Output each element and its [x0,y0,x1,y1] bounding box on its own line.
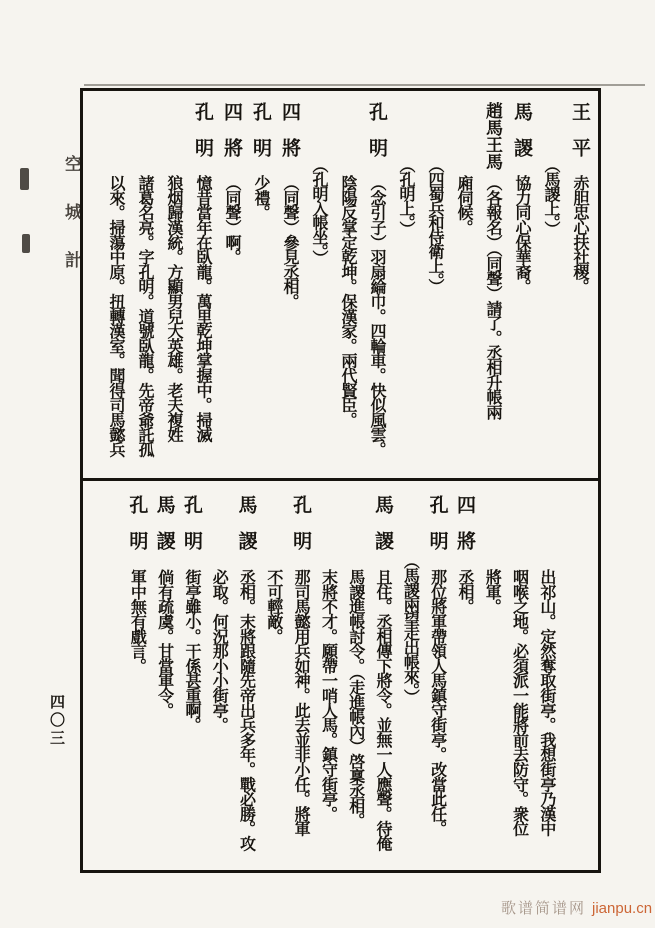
dialogue-column [478,481,505,870]
dialogue-text: 將軍。 [483,569,501,614]
dialogue-text: 咽喉之地。必須派一能將前去防守。衆位 [510,569,528,836]
dialogue-text: 且住。丞相傳下將令。並無一人應聲。待俺 [374,569,392,851]
dialogue-column [178,481,205,870]
dialogue-column [287,481,314,870]
speaker-label: 四將 [279,102,300,174]
speaker-label: 王平 [569,102,590,174]
speaker-label: 孔明 [192,102,213,174]
script-section-top [83,91,598,478]
text-frame-border [80,88,601,873]
dialogue-column [505,481,532,870]
dialogue-text: 不可輕敵。 [264,569,282,644]
dialogue-column [342,481,369,870]
dialogue-column [188,91,217,478]
page-edge-scan-line [84,84,645,86]
dialogue-column [217,91,246,478]
dialogue-text: 末將不才。願帶一哨人馬。鎮守街亭。 [319,569,337,821]
speaker-label: 趙馬王馬 [483,102,502,170]
dialogue-column [314,481,341,870]
watermark-site-url: jianpu.cn [592,900,653,917]
dialogue-column [449,91,478,478]
margin-title: 空城計 [62,155,81,299]
scan-artifact [20,168,29,190]
scan-artifact [22,234,30,253]
watermark [501,897,652,918]
dialogue-column [159,91,188,478]
speaker-label: 馬謖 [235,495,257,567]
dialogue-text: 那位將軍帶領人馬鎮守街亭。改當此任。 [428,569,446,836]
speaker-label: 孔明 [290,495,312,567]
dialogue-text: 赤胆忠心扶社稷。 [571,175,588,294]
dialogue-text: 憶昔當年在臥龍。萬里乾坤掌握中。掃滅 [194,175,211,442]
speaker-label: 孔明 [126,495,148,567]
dialogue-text: 以來。掃蕩中原。扭轉漢室。聞得司馬懿兵 [107,175,124,457]
dialogue-column [533,481,560,870]
dialogue-column [205,481,232,870]
dialogue-column [451,481,478,870]
dialogue-column [151,481,178,870]
speaker-label: 馬謖 [511,102,532,174]
stage-direction-text: （馬謖兩望走出帳來。） [401,553,419,704]
dialogue-text: 協力同心保華裔。 [513,175,530,294]
dialogue-column [478,91,507,478]
dialogue-text: 廂伺候。 [455,175,472,235]
dialogue-text: 陰陽反掌定乾坤。保漢家。兩代賢臣。 [339,175,356,427]
dialogue-text: 丞相。 [455,569,473,614]
dialogue-text: 那司馬懿用兵如神。此去並非小任。將軍 [292,569,310,836]
dialogue-text: 馬謖進帳討令。（走進帳內）啓稟丞相。 [346,569,364,828]
dialogue-text: 狼烟歸漢統。方顯男兒大英雄。老夫複姓 [165,175,182,442]
stage-direction-column [420,91,449,478]
dialogue-text: 必取。何況那小小街亭。 [210,569,228,732]
dialogue-text: （同聲）啊。 [223,175,240,264]
dialogue-column [565,91,594,478]
stage-direction-column [304,91,333,478]
speaker-label: 孔明 [426,495,448,567]
speaker-label: 孔明 [366,102,387,174]
dialogue-text: 出祁山。定然奪取街亭。我想街亭乃漢中 [537,569,555,836]
stage-direction-text: （孔明入帳坐。） [310,157,327,265]
speaker-label: 馬謖 [153,495,175,567]
page-number: 四〇三 [48,694,64,748]
dialogue-text: 街亭雖小。干係甚重啊。 [182,569,200,732]
stage-direction-text: （四蜀兵和侍衛上。） [426,157,443,294]
dialogue-column [123,481,150,870]
dialogue-column [507,91,536,478]
dialogue-text: 軍中無有戲言。 [128,569,146,673]
speaker-label: 四將 [221,102,242,174]
dialogue-text: 丞相。末將跟隨先帝出兵多年。戰必勝。攻 [237,569,255,851]
dialogue-text: 倘有疏虞。甘當軍令。 [155,569,173,718]
dialogue-column [369,481,396,870]
dialogue-text: 諸葛名亮。字孔明。道號臥龍。先帝爺託孤 [136,175,153,457]
dialogue-column [333,91,362,478]
dialogue-column [101,91,130,478]
speaker-label: 孔明 [180,495,202,567]
stage-direction-text: （孔明上。） [397,157,414,236]
dialogue-column [232,481,259,870]
script-section-bottom [83,478,598,870]
stage-direction-column [396,481,423,870]
dialogue-column [424,481,451,870]
stage-direction-column [536,91,565,478]
dialogue-text: （各報名）（同聲）請了。丞相升帳兩 [484,175,501,419]
stage-direction-text: （馬謖上。） [542,157,559,236]
dialogue-text: （念引子）羽扇綸巾。四輪車。快似風雲。 [368,175,385,457]
dialogue-column [130,91,159,478]
dialogue-column [260,481,287,870]
stage-direction-column [391,91,420,478]
dialogue-column [362,91,391,478]
speaker-label: 馬謖 [372,495,394,567]
dialogue-text: 少禮。 [252,175,269,220]
speaker-label: 孔明 [250,102,271,174]
speaker-label: 四將 [453,495,475,567]
watermark-site-name: 歌谱简谱网 [501,900,587,917]
dialogue-text: （同聲）參見丞相。 [281,175,298,309]
dialogue-column [246,91,275,478]
dialogue-column [275,91,304,478]
